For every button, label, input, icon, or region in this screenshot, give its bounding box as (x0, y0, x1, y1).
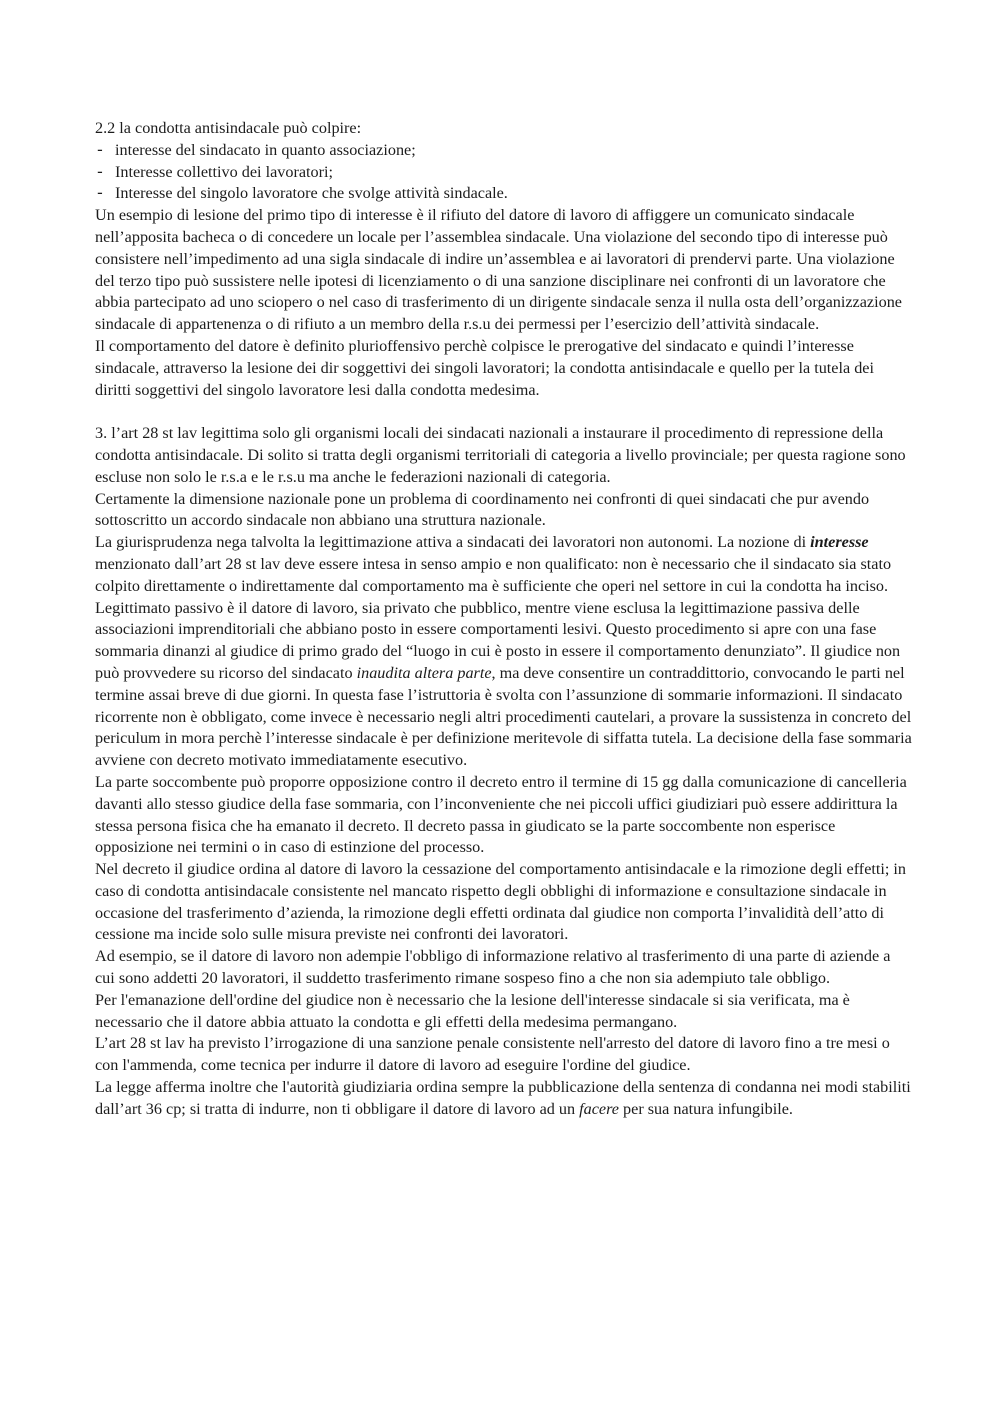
text-run: per sua natura infungibile. (619, 1099, 793, 1118)
paragraph: Nel decreto il giudice ordina al datore di lavoro la cessazione del comportamento antisindacale e la rimozione degli effetti; in caso di condotta antisindacale consistente nel mancato rispetto degli obblighi di informazione e consultazione sindacale in occasione del trasferimento d’azienda, la rimozione degli effetti ordinata dal giudice non comporta l’invalidità dell’atto di cessione ma incide solo sulle misura previste nei confronti dei lavoratori. (95, 860, 907, 944)
bullet-item: - Interesse del singolo lavoratore che svolge attività sindacale. (95, 183, 912, 205)
paragraph: Certamente la dimensione nazionale pone un problema di coordinamento nei confronti di quei sindacati che pur avendo sottoscritto un accordo sindacale non abbiano una struttura nazionale. (95, 489, 870, 530)
section-heading: 2.2 la condotta antisindacale può colpire: (95, 119, 362, 137)
emphasized-term: interesse (810, 533, 869, 552)
section-2-2 (95, 118, 912, 401)
bullet-item: - Interesse collettivo dei lavoratori; (95, 162, 912, 184)
paragraph: La parte soccombente può proporre opposizione contro il decreto entro il termine di 15 gg dalla comunicazione di cancelleria davanti allo stesso giudice della fase sommaria, con l’inconveniente che nei piccoli uffici giudiziari può essere addirittura la stessa persona fisica che ha emanato il decreto. Il decreto passa in giudicato se la parte soccombente non esperisce opposizione nei termini o in caso di estinzione del processo. (95, 772, 907, 857)
paragraph (95, 532, 912, 597)
text-run: menzionato dall’art 28 st lav deve essere intesa in senso ampio e non qualificato: non è necessario che il sindacato sia stato colpito direttamente o indirettamente dal comportamento ma è sufficiente che operi nel settore in cui la condotta ha inciso. (95, 554, 892, 595)
paragraph (95, 598, 912, 772)
paragraph: Ad esempio, se il datore di lavoro non adempie l'obbligo di informazione relativo al trasferimento di una parte di aziende a cui sono addetti 20 lavoratori, il suddetto trasferimento rimane sospeso fino a che non sia adempiuto tale obbligo. (95, 947, 891, 988)
bullet-item: - interesse del sindacato in quanto associazione; (95, 140, 912, 162)
text-run: La legge afferma inoltre che l'autorità giudiziaria ordina sempre la pubblicazione della sentenza di condanna nei modi stabiliti dall’art 36 cp; si tratta di indurre, non ti obbligare il datore di lavoro ad un (95, 1078, 911, 1118)
paragraph: 3. l’art 28 st lav legittima solo gli organismi locali dei sindacati nazionali a instaurare il procedimento di repressione della condotta antisindacale. Di solito si tratta degli organismi territoriali di categoria a livello provinciale; per questa ragione sono escluse non solo le r.s.a e le r.s.u ma anche le federazioni nazionali di categoria. (95, 424, 906, 486)
text-run: La giurisprudenza nega talvolta la legittimazione attiva a sindacati dei lavoratori non autonomi. La nozione di (95, 533, 811, 552)
italic-term: facere (579, 1099, 619, 1118)
paragraph: L’art 28 st lav ha previsto l’irrogazione di una sanzione penale consistente nell'arresto del datore di lavoro fino a tre mesi o con l'ammenda, come tecnica per indurre il datore di lavoro ad eseguire l'ordine del giudice. (95, 1034, 890, 1075)
paragraph: Per l'emanazione dell'ordine del giudice non è necessario che la lesione dell'interesse sindacale si sia verificata, ma è necessario che il datore abbia attuato la condotta e gli effetti della medesima permangano. (95, 990, 850, 1031)
paragraph (95, 1077, 912, 1121)
bullet-list (95, 140, 912, 205)
paragraph: Il comportamento del datore è definito plurioffensivo perchè colpisce le prerogative del sindacato e quindi l’interesse sindacale, attraverso la lesione dei dir soggettivi dei singoli lavoratori; la condotta antisindacale e quello per la tutela dei diritti soggettivi del singolo lavoratore lesi dalla condotta medesima. (95, 336, 874, 399)
section-3 (95, 423, 912, 1121)
paragraph: Un esempio di lesione del primo tipo di interesse è il rifiuto del datore di lavoro di affiggere un comunicato sindacale nell’apposita bacheca o di concedere un locale per l’assemblea sindacale. Una violazione del secondo tipo di interesse può consistere nell’impedimento ad una sigla sindacale di indire un’assemblea e ai lavoratori di prendervi parte. Una violazione del terzo tipo può sussistere nelle ipotesi di licenziamento o di una sanzione disciplinare nei confronti di un lavoratore che abbia partecipato ad uno sciopero o nel caso di trasferimento di un dirigente sindacale senza il nulla osta dell’organizzazione sindacale di appartenenza o di rifiuto a un membro della r.s.u dei permessi per l’esercizio dell’attività sindacale. (95, 206, 902, 334)
paragraph-gap (95, 401, 912, 423)
text-run: , ma deve consentire un contraddittorio, convocando le parti nel termine assai breve di due giorni. In questa fase l’istruttoria è svolta con l’assunzione di sommarie informazioni. Il sindacato ricorrente non è obbligato, come invece è necessario negli altri procedimenti cautelari, a provare la sussistenza in concreto del periculum in mora perchè l’interesse sindacale è per definizione meritevole di siffatta tutela. La decisione della fase sommaria avviene con decreto motivato immediatamente esecutivo. (95, 663, 912, 770)
italic-term: inaudita altera parte (356, 663, 492, 682)
text-run: Legittimato passivo è il datore di lavoro, sia privato che pubblico, mentre viene esclusa la legittimazione passiva delle associazioni imprenditoriali che abbiano posto in essere comportamenti lesivi. Questo procedimento si apre con una fase sommaria dinanzi al giudice di primo grado del “luogo in cui è posto in essere il comportamento denunziato”. Il giudice non può provvedere su ricorso del sindacato (95, 598, 901, 682)
